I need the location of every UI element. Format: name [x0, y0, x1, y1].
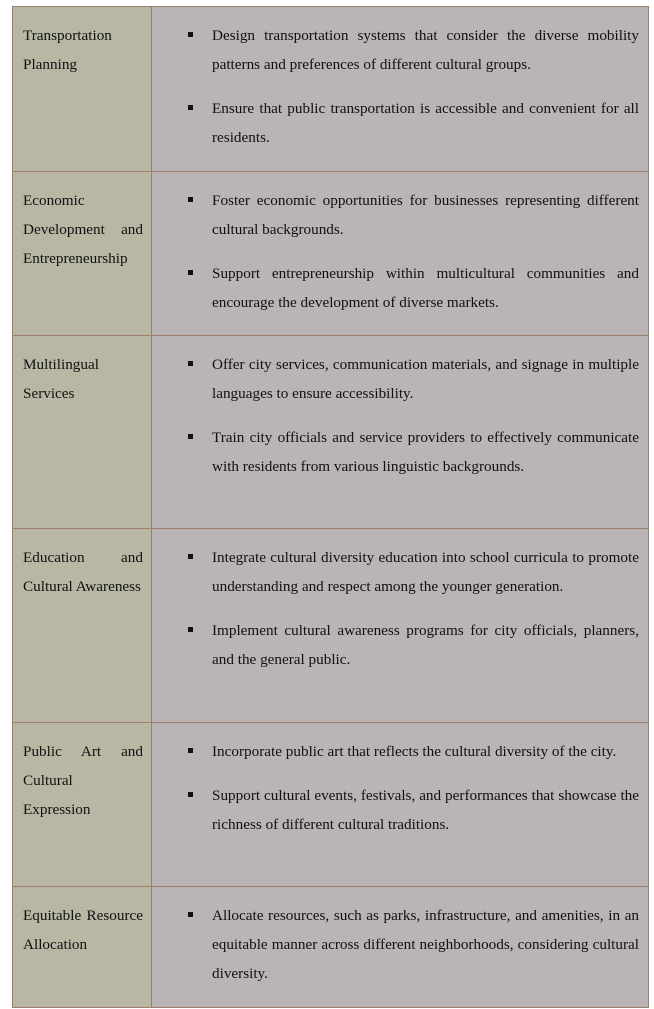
list-item-text: Integrate cultural diversity education into school curricula to promote understanding and respect among the younger generation.	[212, 549, 639, 595]
list-item-text: Design transportation systems that consider the diverse mobility patterns and preferences of different cultural groups.	[212, 27, 639, 73]
policy-table	[12, 6, 649, 1008]
list-item-text: Offer city services, communication materials, and signage in multiple languages to ensure accessibility.	[212, 356, 639, 402]
table-row	[13, 887, 649, 1008]
list-item-text: Implement cultural awareness programs for city officials, planners, and the general public.	[212, 622, 639, 668]
list-item-text: Allocate resources, such as parks, infrastructure, and amenities, in an equitable manner across different neighborhoods, considering cultural diversity.	[212, 907, 639, 982]
table-row	[13, 529, 649, 723]
topic-cell	[13, 723, 152, 887]
topic-label: Economic Development and Entrepreneurship	[23, 192, 143, 267]
square-bullet-icon	[188, 105, 193, 110]
list-item	[152, 350, 639, 408]
list-item	[152, 543, 639, 601]
details-cell	[152, 723, 649, 887]
square-bullet-icon	[188, 554, 193, 559]
bullet-list	[152, 336, 648, 481]
details-cell	[152, 887, 649, 1008]
table-row	[13, 723, 649, 887]
bullet-list	[152, 529, 648, 674]
list-item-text: Incorporate public art that reflects the cultural diversity of the city.	[212, 743, 617, 760]
details-cell	[152, 172, 649, 336]
square-bullet-icon	[188, 434, 193, 439]
details-cell	[152, 336, 649, 529]
square-bullet-icon	[188, 627, 193, 632]
list-item-text: Support cultural events, festivals, and performances that showcase the richness of different cultural traditions.	[212, 787, 639, 833]
list-item	[152, 616, 639, 674]
list-item	[152, 186, 639, 244]
bullet-list	[152, 7, 648, 152]
list-item-text: Ensure that public transportation is accessible and convenient for all residents.	[212, 100, 639, 146]
table-row	[13, 336, 649, 529]
list-item	[152, 423, 639, 481]
list-item	[152, 259, 639, 317]
square-bullet-icon	[188, 197, 193, 202]
topic-label: Public Art and Cultural Expression	[23, 743, 143, 818]
table-row	[13, 172, 649, 336]
bullet-list	[152, 723, 648, 839]
topic-label: Equitable Resource Allocation	[23, 907, 143, 953]
list-item	[152, 901, 639, 988]
bullet-list	[152, 172, 648, 317]
topic-cell	[13, 172, 152, 336]
details-cell	[152, 7, 649, 172]
square-bullet-icon	[188, 792, 193, 797]
topic-cell	[13, 529, 152, 723]
topic-cell	[13, 7, 152, 172]
list-item	[152, 94, 639, 152]
topic-cell	[13, 336, 152, 529]
topic-label: Multilingual Services	[23, 356, 99, 402]
details-cell	[152, 529, 649, 723]
topic-cell	[13, 887, 152, 1008]
list-item	[152, 737, 639, 766]
list-item-text: Foster economic opportunities for businesses representing different cultural backgrounds.	[212, 192, 639, 238]
square-bullet-icon	[188, 270, 193, 275]
topic-label: Transportation Planning	[23, 27, 112, 73]
square-bullet-icon	[188, 912, 193, 917]
square-bullet-icon	[188, 748, 193, 753]
list-item	[152, 21, 639, 79]
list-item-text: Train city officials and service providers to effectively communicate with residents from various linguistic backgrounds.	[212, 429, 639, 475]
list-item-text: Support entrepreneurship within multicultural communities and encourage the development of diverse markets.	[212, 265, 639, 311]
bullet-list	[152, 887, 648, 988]
square-bullet-icon	[188, 32, 193, 37]
table-row	[13, 7, 649, 172]
square-bullet-icon	[188, 361, 193, 366]
topic-label: Education and Cultural Awareness	[23, 549, 143, 595]
list-item	[152, 781, 639, 839]
